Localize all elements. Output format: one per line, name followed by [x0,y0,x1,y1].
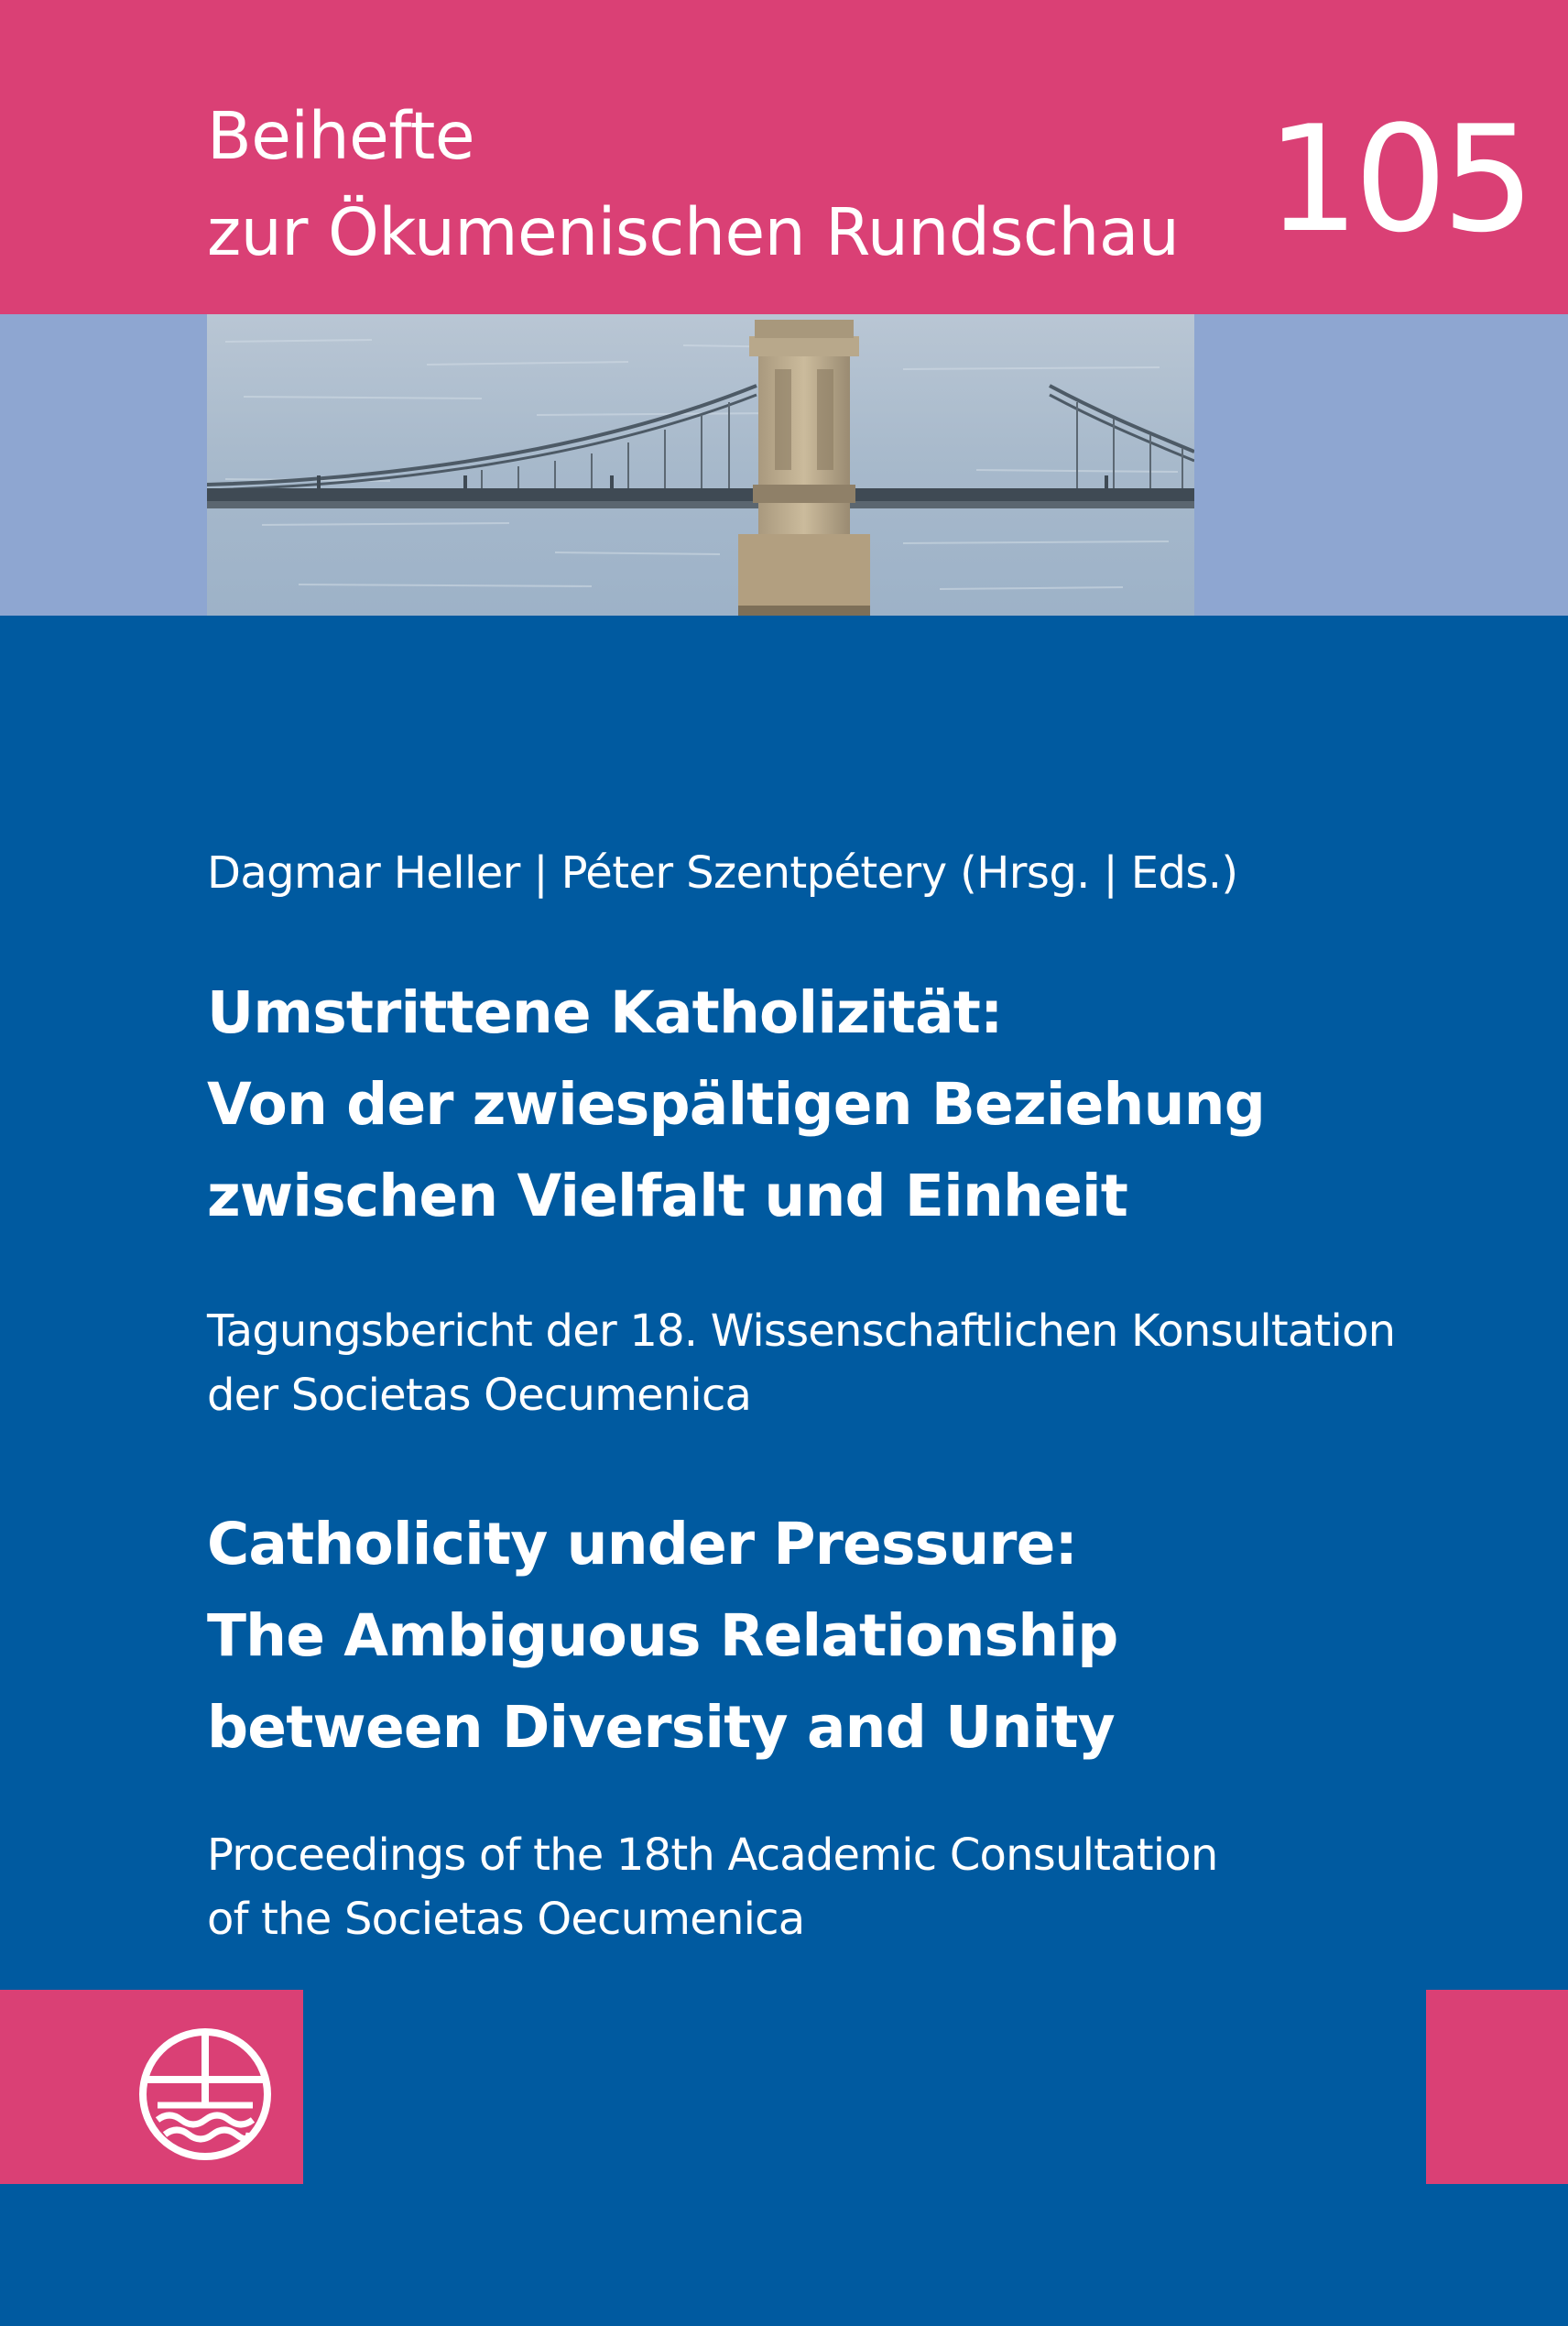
title-english [207,1499,1118,1774]
series-title-line-2: zur Ökumenischen Rundschau [207,194,1180,270]
series-title-line-1: Beihefte [207,98,475,174]
editors-line: Dagmar Heller | Péter Szentpétery (Hrsg. | Eds.) [207,847,1238,899]
suspension-bridge-photo [207,314,1194,616]
subtitle-english-line-1: Proceedings of the 18th Academic Consultation [207,1829,1218,1881]
series-volume-number: 105 [1266,93,1530,265]
title-german-line-3: zwischen Vielfalt und Einheit [207,1163,1128,1229]
subtitle-german [207,1299,1395,1427]
subtitle-german-line-2: der Societas Oecumenica [207,1370,752,1421]
title-english-line-1: Catholicity under Pressure: [207,1511,1077,1578]
title-english-line-3: between Diversity and Unity [207,1694,1115,1761]
decorative-pink-block [1426,1990,1568,2184]
subtitle-english [207,1823,1218,1951]
title-english-line-2: The Ambiguous Relationship [207,1602,1118,1669]
title-german-line-2: Von der zwiespältigen Beziehung [207,1071,1266,1138]
subtitle-english-line-2: of the Societas Oecumenica [207,1894,805,1945]
title-german-line-1: Umstrittene Katholizität: [207,979,1003,1046]
title-german [207,967,1265,1242]
publisher-logo-icon [137,2026,273,2162]
series-title [207,88,1179,280]
subtitle-german-line-1: Tagungsbericht der 18. Wissenschaftlichen Konsultation [207,1305,1396,1357]
